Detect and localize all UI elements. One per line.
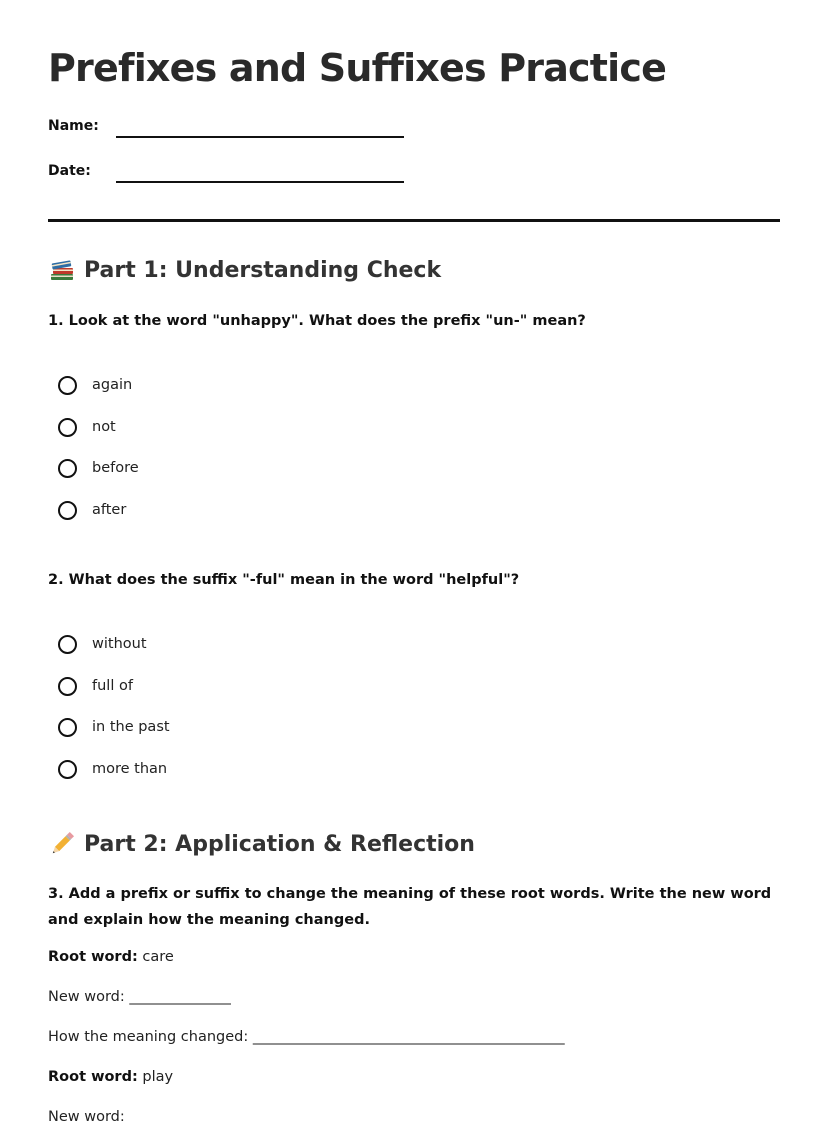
q1-option-after[interactable]	[58, 498, 126, 522]
part2-heading	[48, 830, 475, 858]
name-label: Name:	[48, 118, 99, 134]
date-field-row	[48, 163, 408, 187]
radio-button[interactable]	[58, 760, 77, 779]
name-field-row	[48, 118, 408, 142]
option-label: full of	[92, 678, 133, 694]
option-label: not	[92, 419, 116, 435]
q1-option-before[interactable]	[58, 456, 139, 480]
option-label: before	[92, 460, 139, 476]
date-input-line[interactable]	[116, 181, 404, 183]
root-word-care	[48, 949, 174, 965]
new-word-line-play[interactable]: New word:	[48, 1109, 125, 1125]
new-word-line-care[interactable]: New word: ______________	[48, 989, 231, 1005]
root-word-play	[48, 1069, 173, 1085]
radio-button[interactable]	[58, 677, 77, 696]
radio-button[interactable]	[58, 376, 77, 395]
q2-option-more-than[interactable]	[58, 757, 167, 781]
question-3-text: 3. Add a prefix or suffix to change the meaning of these root words. Write the new word and explain how the meaning changed.	[48, 886, 772, 928]
radio-button[interactable]	[58, 718, 77, 737]
option-label: in the past	[92, 719, 170, 735]
root-word-label: Root word:	[48, 1069, 138, 1085]
q2-option-without[interactable]	[58, 632, 147, 656]
part1-title: Part 1: Understanding Check	[84, 257, 442, 283]
q1-option-not[interactable]	[58, 415, 116, 439]
q2-option-in-the-past[interactable]	[58, 715, 170, 739]
pencil-icon	[48, 830, 76, 858]
question-2-text: 2. What does the suffix "-ful" mean in the word "helpful"?	[48, 572, 520, 588]
part2-title: Part 2: Application & Reflection	[84, 831, 475, 857]
option-label: without	[92, 636, 147, 652]
option-label: again	[92, 377, 133, 393]
question-1-text: 1. Look at the word "unhappy". What does the prefix "un-" mean?	[48, 313, 586, 329]
root-word-value: play	[142, 1069, 174, 1085]
q2-option-full-of[interactable]	[58, 674, 133, 698]
radio-button[interactable]	[58, 459, 77, 478]
part1-heading	[48, 256, 441, 284]
date-label: Date:	[48, 163, 91, 179]
radio-button[interactable]	[58, 418, 77, 437]
meaning-changed-line-care[interactable]: How the meaning changed: ___________________________________________	[48, 1029, 565, 1045]
radio-button[interactable]	[58, 501, 77, 520]
name-input-line[interactable]	[116, 136, 404, 138]
books-icon	[48, 256, 76, 284]
q1-option-again[interactable]	[58, 373, 132, 397]
page-title: Prefixes and Suffixes Practice	[48, 46, 667, 90]
root-word-label: Root word:	[48, 949, 138, 965]
header-divider	[48, 219, 780, 222]
radio-button[interactable]	[58, 635, 77, 654]
root-word-value: care	[142, 949, 174, 965]
option-label: more than	[92, 761, 168, 777]
option-label: after	[92, 502, 127, 518]
